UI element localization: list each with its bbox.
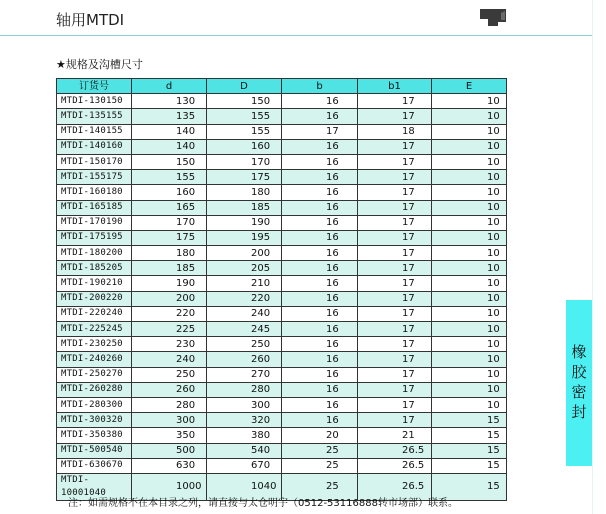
section-title: ★规格及沟槽尺寸 (56, 58, 143, 71)
cell-b1: 26.5 (358, 443, 432, 458)
cell-E: 10 (432, 200, 507, 215)
cell-order-no: MTDI-10001040 (57, 473, 132, 500)
table-row (57, 124, 507, 139)
cell-D: 185 (207, 200, 282, 215)
cell-d: 260 (132, 382, 207, 397)
cell-b1: 17 (358, 337, 432, 352)
cell-E: 10 (432, 352, 507, 367)
table-header-row (57, 79, 507, 94)
cell-b1: 17 (358, 109, 432, 124)
cell-D: 240 (207, 306, 282, 321)
spec-table (56, 78, 507, 501)
cell-D: 160 (207, 139, 282, 154)
cell-D: 320 (207, 413, 282, 428)
table-row (57, 261, 507, 276)
cell-b1: 21 (358, 428, 432, 443)
side-tab-rubber-seals[interactable] (566, 300, 592, 466)
cell-d: 140 (132, 139, 207, 154)
cell-E: 10 (432, 322, 507, 337)
cell-E: 10 (432, 382, 507, 397)
cell-b: 16 (282, 337, 358, 352)
table-row (57, 382, 507, 397)
cell-b: 16 (282, 139, 358, 154)
cell-b1: 17 (358, 170, 432, 185)
table-row (57, 443, 507, 458)
cell-b1: 17 (358, 367, 432, 382)
cell-d: 240 (132, 352, 207, 367)
footnote: 注：如需规格不在本目录之列，请直接与太仓明宇（0512-53116888转市场部）联系。 (68, 498, 458, 509)
cell-b1: 17 (358, 322, 432, 337)
cell-E: 10 (432, 261, 507, 276)
cell-b1: 17 (358, 382, 432, 397)
cell-D: 170 (207, 154, 282, 169)
cell-E: 10 (432, 230, 507, 245)
page-title: 轴用MTDI (56, 11, 125, 29)
cell-order-no: MTDI-185205 (57, 261, 132, 276)
cell-order-no: MTDI-350380 (57, 428, 132, 443)
cell-order-no: MTDI-250270 (57, 367, 132, 382)
cell-b1: 17 (358, 306, 432, 321)
cell-order-no: MTDI-200220 (57, 291, 132, 306)
cell-E: 10 (432, 215, 507, 230)
cell-b: 16 (282, 109, 358, 124)
cell-d: 135 (132, 109, 207, 124)
cell-b: 16 (282, 322, 358, 337)
side-tab-label: 橡胶密封 (571, 343, 587, 421)
cell-D: 200 (207, 246, 282, 261)
cell-b: 16 (282, 215, 358, 230)
table-row (57, 185, 507, 200)
col-header-b: b (282, 79, 358, 94)
cell-D: 150 (207, 94, 282, 109)
cell-D: 175 (207, 170, 282, 185)
col-header-d: d (132, 79, 207, 94)
page-header (0, 0, 592, 36)
cell-d: 130 (132, 94, 207, 109)
table-row (57, 428, 507, 443)
cell-E: 10 (432, 154, 507, 169)
table-row (57, 154, 507, 169)
table-row (57, 352, 507, 367)
cell-order-no: MTDI-130150 (57, 94, 132, 109)
cell-b1: 26.5 (358, 458, 432, 473)
cell-b1: 17 (358, 154, 432, 169)
cell-b: 16 (282, 246, 358, 261)
cell-D: 670 (207, 458, 282, 473)
cell-b: 16 (282, 367, 358, 382)
cell-d: 175 (132, 230, 207, 245)
cell-E: 10 (432, 291, 507, 306)
cell-d: 155 (132, 170, 207, 185)
table-row (57, 322, 507, 337)
cell-d: 140 (132, 124, 207, 139)
cell-order-no: MTDI-240260 (57, 352, 132, 367)
cell-order-no: MTDI-140155 (57, 124, 132, 139)
cell-b1: 17 (358, 413, 432, 428)
cell-D: 155 (207, 109, 282, 124)
table-row (57, 367, 507, 382)
cell-E: 10 (432, 94, 507, 109)
cell-b1: 17 (358, 139, 432, 154)
cell-D: 300 (207, 397, 282, 412)
cell-b1: 17 (358, 291, 432, 306)
table-row (57, 246, 507, 261)
cell-D: 155 (207, 124, 282, 139)
cell-b1: 17 (358, 215, 432, 230)
col-header-order-no: 订货号 (57, 79, 132, 94)
cell-E: 15 (432, 473, 507, 500)
table-body (57, 94, 507, 501)
cell-D: 250 (207, 337, 282, 352)
table-row (57, 230, 507, 245)
cell-D: 245 (207, 322, 282, 337)
cell-b: 16 (282, 170, 358, 185)
cell-D: 1040 (207, 473, 282, 500)
cell-E: 10 (432, 139, 507, 154)
cell-b: 20 (282, 428, 358, 443)
cell-E: 10 (432, 276, 507, 291)
cell-E: 10 (432, 170, 507, 185)
cell-d: 300 (132, 413, 207, 428)
cell-order-no: MTDI-230250 (57, 337, 132, 352)
cell-order-no: MTDI-190210 (57, 276, 132, 291)
cell-order-no: MTDI-140160 (57, 139, 132, 154)
cell-d: 500 (132, 443, 207, 458)
cell-d: 225 (132, 322, 207, 337)
cell-D: 180 (207, 185, 282, 200)
table-row (57, 458, 507, 473)
cell-E: 15 (432, 443, 507, 458)
cell-d: 1000 (132, 473, 207, 500)
cell-order-no: MTDI-500540 (57, 443, 132, 458)
cell-order-no: MTDI-300320 (57, 413, 132, 428)
cell-b: 16 (282, 397, 358, 412)
cell-d: 220 (132, 306, 207, 321)
cell-E: 15 (432, 428, 507, 443)
table-row (57, 109, 507, 124)
cell-order-no: MTDI-260280 (57, 382, 132, 397)
cell-D: 380 (207, 428, 282, 443)
table-row (57, 139, 507, 154)
cell-d: 350 (132, 428, 207, 443)
cell-E: 10 (432, 306, 507, 321)
cell-b1: 17 (358, 230, 432, 245)
cell-d: 630 (132, 458, 207, 473)
cell-E: 10 (432, 246, 507, 261)
cell-b: 16 (282, 94, 358, 109)
cell-order-no: MTDI-630670 (57, 458, 132, 473)
table-row (57, 200, 507, 215)
cell-order-no: MTDI-170190 (57, 215, 132, 230)
cell-D: 190 (207, 215, 282, 230)
cell-E: 10 (432, 337, 507, 352)
cell-b1: 17 (358, 352, 432, 367)
cell-d: 185 (132, 261, 207, 276)
cell-b1: 17 (358, 261, 432, 276)
cell-d: 165 (132, 200, 207, 215)
cell-b: 16 (282, 413, 358, 428)
cell-order-no: MTDI-225245 (57, 322, 132, 337)
cell-d: 160 (132, 185, 207, 200)
cell-b: 16 (282, 291, 358, 306)
cell-order-no: MTDI-180200 (57, 246, 132, 261)
cell-E: 15 (432, 413, 507, 428)
cell-b: 17 (282, 124, 358, 139)
cell-b1: 26.5 (358, 473, 432, 500)
cell-b: 16 (282, 154, 358, 169)
cell-E: 10 (432, 397, 507, 412)
table-row (57, 397, 507, 412)
right-divider (592, 0, 593, 514)
cell-d: 170 (132, 215, 207, 230)
table-row (57, 276, 507, 291)
cell-b: 25 (282, 473, 358, 500)
table-row (57, 215, 507, 230)
cell-d: 190 (132, 276, 207, 291)
cell-D: 280 (207, 382, 282, 397)
col-header-b1: b1 (358, 79, 432, 94)
cell-order-no: MTDI-220240 (57, 306, 132, 321)
cell-D: 260 (207, 352, 282, 367)
cell-order-no: MTDI-175195 (57, 230, 132, 245)
cell-E: 10 (432, 124, 507, 139)
cell-b: 16 (282, 261, 358, 276)
cell-b: 16 (282, 352, 358, 367)
cell-D: 270 (207, 367, 282, 382)
table-row (57, 413, 507, 428)
cell-E: 10 (432, 185, 507, 200)
cell-order-no: MTDI-160180 (57, 185, 132, 200)
cell-b1: 17 (358, 276, 432, 291)
cell-order-no: MTDI-165185 (57, 200, 132, 215)
cell-b: 16 (282, 200, 358, 215)
cell-d: 250 (132, 367, 207, 382)
cell-b: 16 (282, 382, 358, 397)
cell-d: 280 (132, 397, 207, 412)
cell-b: 16 (282, 185, 358, 200)
col-header-E: E (432, 79, 507, 94)
cell-E: 10 (432, 367, 507, 382)
cell-order-no: MTDI-155175 (57, 170, 132, 185)
table-row (57, 94, 507, 109)
cell-b: 25 (282, 443, 358, 458)
cell-b1: 18 (358, 124, 432, 139)
cell-b1: 17 (358, 185, 432, 200)
table-row (57, 306, 507, 321)
cell-E: 15 (432, 458, 507, 473)
cell-b1: 17 (358, 94, 432, 109)
cell-D: 210 (207, 276, 282, 291)
cell-b: 16 (282, 230, 358, 245)
col-header-D: D (207, 79, 282, 94)
cell-d: 150 (132, 154, 207, 169)
table-row (57, 291, 507, 306)
cell-d: 200 (132, 291, 207, 306)
cell-E: 10 (432, 109, 507, 124)
cell-D: 195 (207, 230, 282, 245)
cell-D: 540 (207, 443, 282, 458)
cell-b1: 17 (358, 397, 432, 412)
cell-order-no: MTDI-135155 (57, 109, 132, 124)
cell-D: 205 (207, 261, 282, 276)
cell-d: 230 (132, 337, 207, 352)
cell-order-no: MTDI-150170 (57, 154, 132, 169)
logo-icon (479, 7, 507, 27)
cell-b1: 17 (358, 200, 432, 215)
cell-b: 25 (282, 458, 358, 473)
cell-D: 220 (207, 291, 282, 306)
cell-d: 180 (132, 246, 207, 261)
cell-b: 16 (282, 306, 358, 321)
cell-b: 16 (282, 276, 358, 291)
table-row (57, 170, 507, 185)
cell-order-no: MTDI-280300 (57, 397, 132, 412)
table-row (57, 337, 507, 352)
cell-b1: 17 (358, 246, 432, 261)
